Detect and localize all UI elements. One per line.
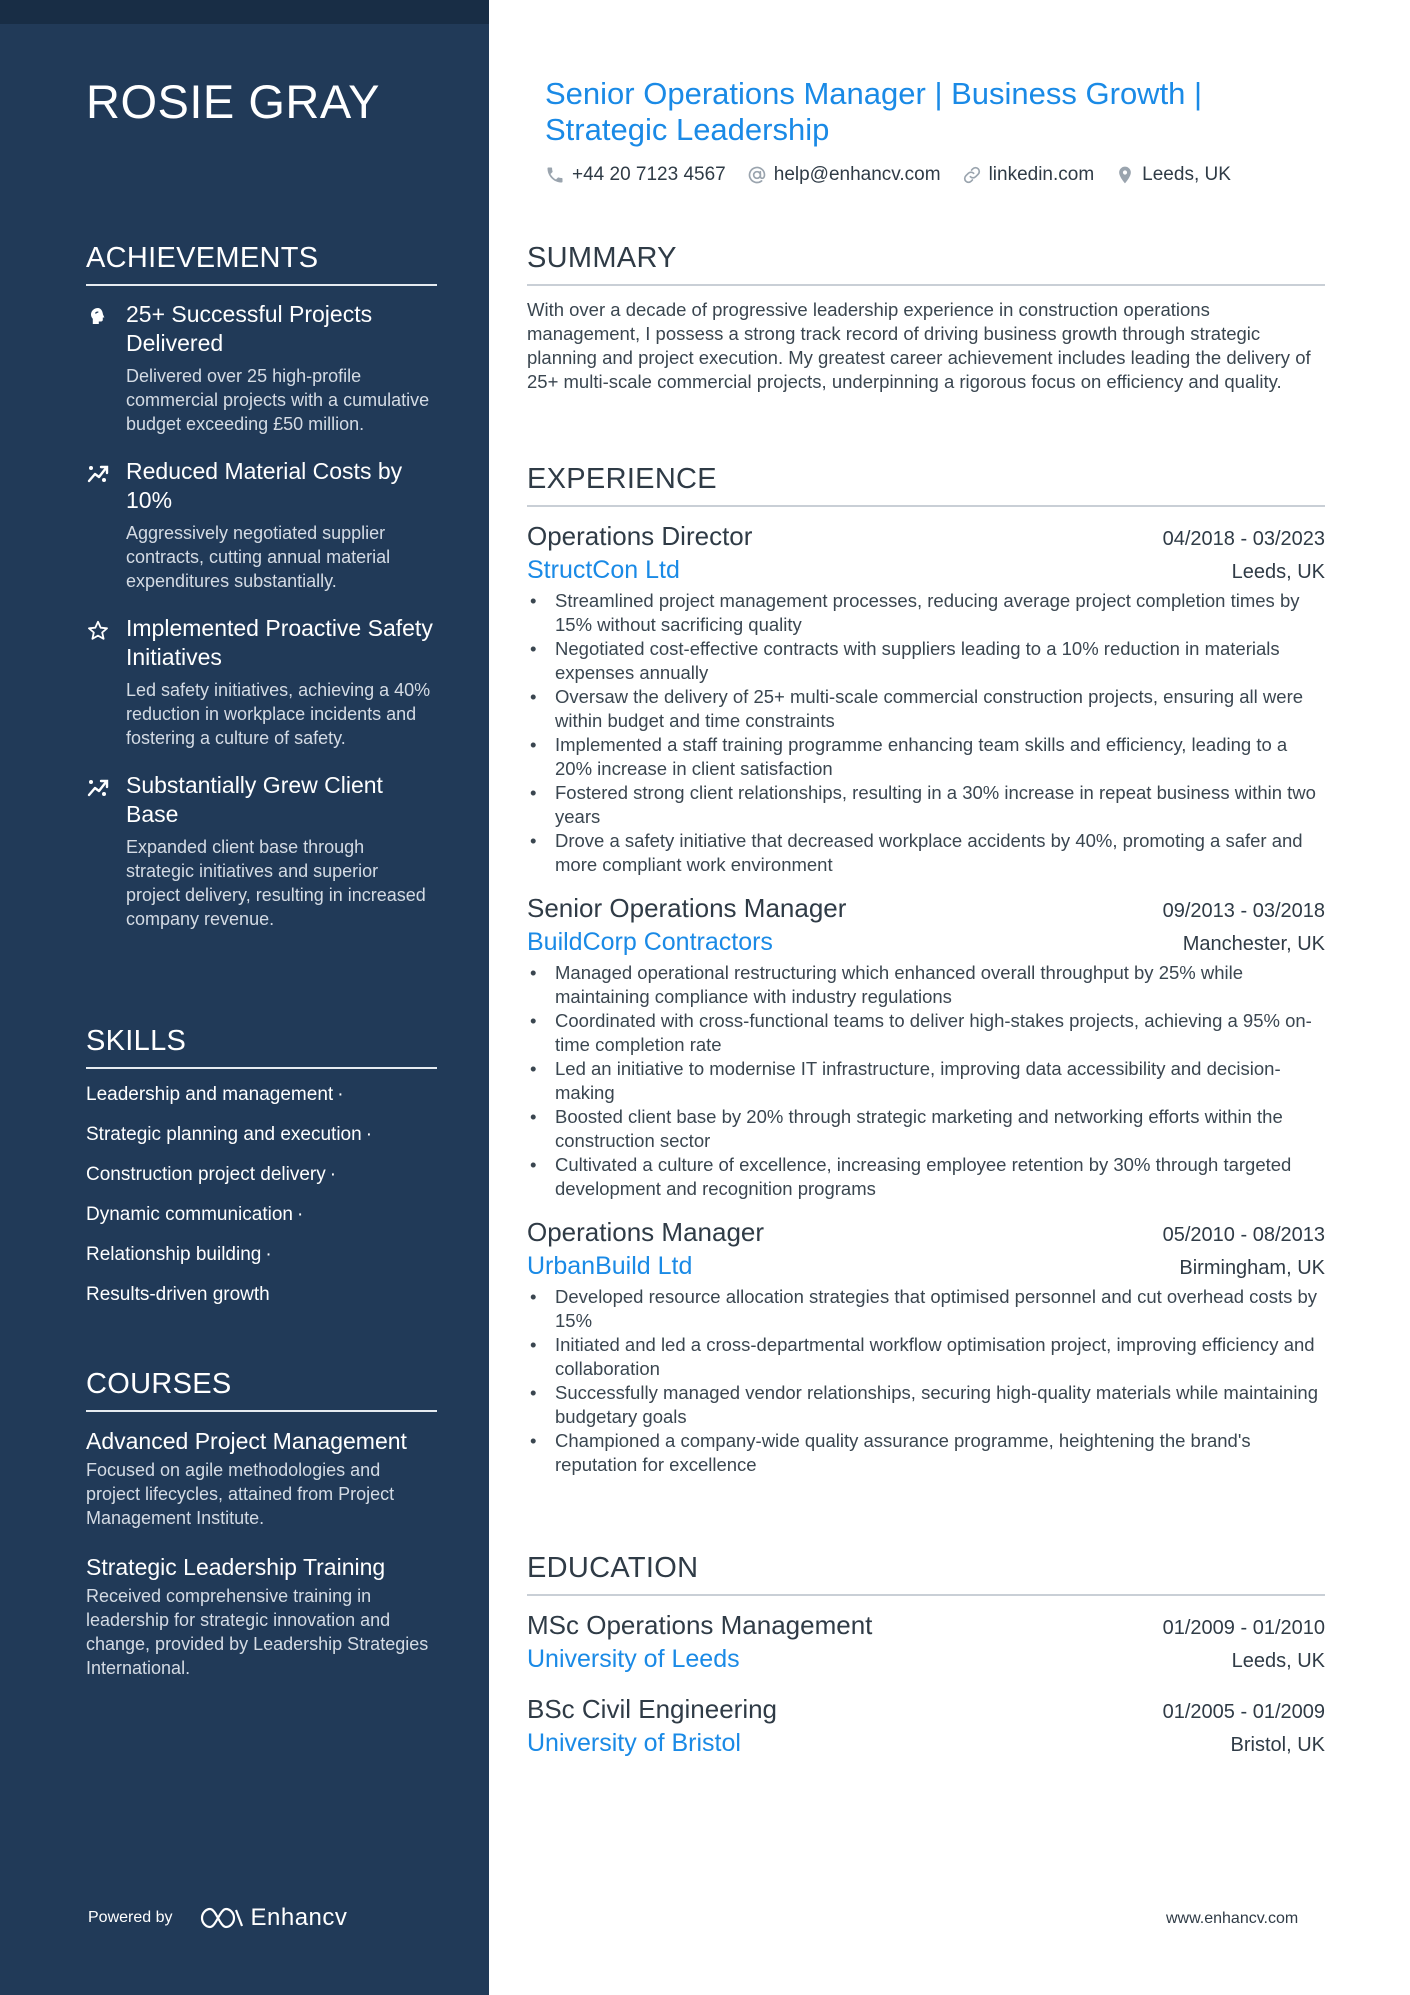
sidebar [0,0,489,1995]
school-name[interactable]: University of Leeds [527,1645,740,1673]
skill-label: Leadership and management [86,1084,334,1105]
achievement-item [86,457,437,593]
job-dates: 09/2013 - 03/2018 [1162,900,1325,922]
achievement-description: Led safety initiatives, achieving a 40% reduction in workplace incidents and fostering a culture of safety. [126,680,431,748]
job-bullets [527,589,1325,877]
contact-location [1115,164,1231,186]
achievements-heading: ACHIEVEMENTS [86,242,437,286]
job-location: Birmingham, UK [1179,1257,1325,1279]
job-bullet: • Led an initiative to modernise IT infrastructure, improving data accessibility and decision-making [527,1057,1325,1105]
job-location: Manchester, UK [1182,933,1325,955]
job-bullet: • Fostered strong client relationships, resulting in a 30% increase in repeat business within two years [527,781,1325,829]
achievement-item [86,771,437,931]
skill-separator: · [365,1124,373,1145]
skill-item [86,1163,437,1187]
course-description: Received comprehensive training in leadership for strategic innovation and change, provided by Leadership Strategies International. [86,1586,429,1678]
degree-title: BSc Civil Engineering [527,1694,778,1724]
powered-by [88,1904,347,1932]
phone-icon [545,165,565,185]
job-bullets [527,1285,1325,1477]
skills-section [86,1025,437,1323]
skill-item [86,1243,437,1267]
skill-separator: · [337,1084,344,1105]
email-text: help@enhancv.com [773,164,941,185]
job-bullet: • Initiated and led a cross-departmental workflow optimisation project, improving efficiency and collaboration [527,1333,1325,1381]
achievement-item [86,614,437,750]
location-text: Leeds, UK [1142,164,1231,185]
school-location: Bristol, UK [1230,1734,1325,1756]
job-title: Operations Manager [527,1217,765,1247]
courses-heading: COURSES [86,1368,437,1412]
contact-bar [545,164,1252,186]
skill-item [86,1283,437,1307]
job-company[interactable]: StructCon Ltd [527,556,680,584]
achievement-title: 25+ Successful Projects Delivered [126,301,373,356]
skill-separator: · [296,1204,304,1225]
growth-icon [86,776,110,800]
degree-title: MSc Operations Management [527,1610,873,1640]
phone-text: +44 20 7123 4567 [572,164,726,185]
contact-phone[interactable] [545,164,726,186]
job-company[interactable]: BuildCorp Contractors [527,928,773,956]
enhancv-logo-text: Enhancv [250,1904,348,1931]
summary-heading: SUMMARY [527,242,1325,286]
growth-icon [86,462,110,486]
powered-by-label: Powered by [88,1909,173,1926]
skill-label: Results-driven growth [86,1284,270,1305]
school-name[interactable]: University of Bristol [527,1729,741,1757]
skill-label: Relationship building [86,1244,262,1265]
experience-section [527,463,1325,1491]
job-entry [527,891,1325,1201]
star-icon [86,619,110,643]
job-bullet: • Streamlined project management processes, reducing average project completion times by 15% without sacrificing quality [527,589,1325,637]
job-bullet: • Cultivated a culture of excellence, increasing employee retention by 30% through targeted development and recognition programs [527,1153,1325,1201]
job-entry [527,1215,1325,1477]
job-location: Leeds, UK [1231,561,1325,583]
job-bullet: • Implemented a staff training programme enhancing team skills and efficiency, leading to a 20% increase in client satisfaction [527,733,1325,781]
location-pin-icon [1115,165,1135,185]
education-section [527,1552,1325,1776]
job-bullet: • Developed resource allocation strategies that optimised personnel and cut overhead costs by 15% [527,1285,1325,1333]
courses-section [86,1368,437,1702]
job-bullets [527,961,1325,1201]
education-dates: 01/2009 - 01/2010 [1162,1617,1325,1639]
website-link[interactable]: www.enhancv.com [1166,1910,1299,1927]
skill-label: Dynamic communication [86,1204,293,1225]
job-bullet: • Managed operational restructuring which enhanced overall throughput by 25% while maintaining compliance with industry regulations [527,961,1325,1009]
skills-heading: SKILLS [86,1025,437,1069]
skill-separator: · [265,1244,272,1265]
skill-item [86,1203,437,1227]
experience-heading: EXPERIENCE [527,463,1325,507]
job-entry [527,519,1325,877]
brain-icon [86,305,110,329]
candidate-name: ROSIE GRAY [86,75,381,128]
job-bullet: • Oversaw the delivery of 25+ multi-scale commercial construction projects, ensuring all were within budget and time constraints [527,685,1325,733]
skill-separator: · [329,1164,337,1185]
education-heading: EDUCATION [527,1552,1325,1596]
at-icon [747,165,767,185]
course-item [86,1552,437,1680]
job-bullet: • Championed a company-wide quality assurance programme, heightening the brand's reputation for excellence [527,1429,1325,1477]
achievement-title: Substantially Grew Client Base [126,772,383,827]
achievement-item [86,300,437,436]
summary-text: With over a decade of progressive leadership experience in construction operations management, I possess a strong track record of driving business growth through strategic planning and project execution. My greatest career achievement includes leading the delivery of 25+ multi-scale commercial projects, underpinning a rigorous focus on efficiency and quality. [527,299,1311,392]
job-dates: 04/2018 - 03/2023 [1162,528,1325,550]
job-bullet: • Successfully managed vendor relationships, securing high-quality materials while maintaining budgetary goals [527,1381,1325,1429]
job-bullet: • Negotiated cost-effective contracts with suppliers leading to a 10% reduction in materials expenses annually [527,637,1325,685]
achievements-section [86,242,437,952]
job-title: Senior Operations Manager [527,893,847,923]
education-dates: 01/2005 - 01/2009 [1162,1701,1325,1723]
course-item [86,1426,437,1530]
course-title: Advanced Project Management [86,1428,407,1454]
achievement-title: Implemented Proactive Safety Initiatives [126,615,433,670]
job-bullet: • Coordinated with cross-functional teams to deliver high-stakes projects, achieving a 95% on-time completion rate [527,1009,1325,1057]
job-title: Operations Director [527,521,753,551]
school-location: Leeds, UK [1231,1650,1325,1672]
contact-email[interactable] [747,164,941,186]
education-entry [527,1692,1325,1760]
skill-item [86,1123,437,1147]
enhancv-logo-icon [199,1905,245,1931]
course-description: Focused on agile methodologies and project lifecycles, attained from Project Management Institute. [86,1460,395,1528]
sidebar-top-bar [0,0,489,24]
job-dates: 05/2010 - 08/2013 [1162,1224,1325,1246]
achievement-description: Aggressively negotiated supplier contracts, cutting annual material expenditures substantially. [126,523,391,591]
linkedin-text: linkedin.com [988,164,1095,185]
headline: Senior Operations Manager | Business Growth | Strategic Leadership [545,76,1203,147]
education-entry [527,1608,1325,1676]
job-bullet: • Boosted client base by 20% through strategic marketing and networking efforts within the construction sector [527,1105,1325,1153]
summary-section [527,242,1325,394]
link-icon [962,165,982,185]
skill-label: Construction project delivery [86,1164,326,1185]
skill-item [86,1083,437,1107]
course-title: Strategic Leadership Training [86,1554,386,1580]
contact-linkedin[interactable] [962,164,1095,186]
job-company[interactable]: UrbanBuild Ltd [527,1252,693,1280]
achievement-description: Delivered over 25 high-profile commercial projects with a cumulative budget exceeding £50 million. [126,366,430,434]
achievement-title: Reduced Material Costs by 10% [126,458,403,513]
job-bullet: • Drove a safety initiative that decreased workplace accidents by 40%, promoting a safer and more compliant work environment [527,829,1325,877]
skill-label: Strategic planning and execution [86,1124,362,1145]
achievement-description: Expanded client base through strategic initiatives and superior project delivery, resulting in increased company revenue. [126,837,426,929]
